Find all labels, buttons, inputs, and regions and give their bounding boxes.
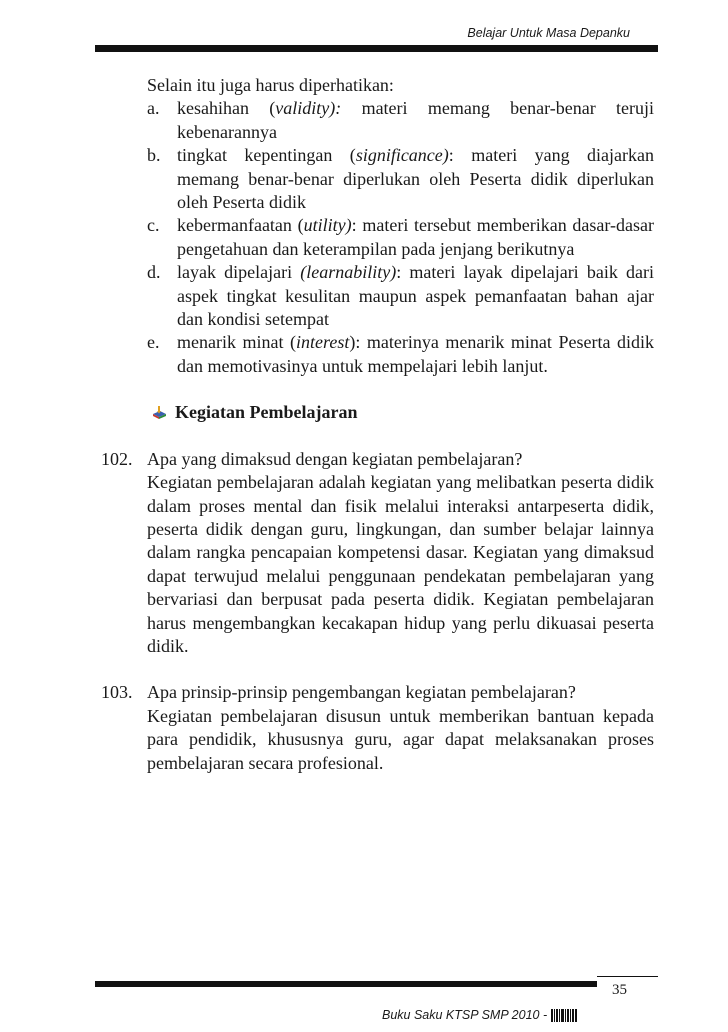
running-footer xyxy=(382,1008,577,1022)
header-rule xyxy=(95,45,658,52)
criteria-item-e: e. menarik minat (interest): materinya menarik minat Peserta didik dan memotivasinya untuk mempelajari lebih lanjut. xyxy=(147,332,654,376)
criteria-item-b: b. tingkat kepentingan (significance): materi yang diajarkan memang benar-benar diperlukan oleh Peserta didik diperlukan oleh Peserta didik xyxy=(147,145,654,213)
question-number: 103. xyxy=(101,682,133,703)
list-marker: c. xyxy=(147,215,160,236)
answer-text: Kegiatan pembelajaran disusun untuk memberikan bantuan kepada para pendidik, khususnya guru, agar dapat melaksanakan proses pembelajaran secara profesional. xyxy=(147,705,654,773)
barcode-icon xyxy=(551,1009,577,1022)
list-marker: e. xyxy=(147,332,160,353)
footer-rule-thin xyxy=(597,976,658,977)
question-text: Apa yang dimaksud dengan kegiatan pembelajaran? xyxy=(147,448,523,469)
criteria-item-c: c. kebermanfaatan (utility): materi tersebut memberikan dasar-dasar pengetahuan dan keterampilan pada jenjang berikutnya xyxy=(147,215,655,259)
criteria-item-d: d. layak dipelajari (learnability): materi layak dipelajari baik dari aspek tingkat kesulitan maupun aspek pemanfaatan bahan ajar dan kondisi setempat xyxy=(147,262,654,330)
section-heading xyxy=(147,401,654,424)
question-number: 102. xyxy=(101,448,133,469)
question-text: Apa prinsip-prinsip pengembangan kegiatan pembelajaran? xyxy=(147,682,576,703)
qa-102 xyxy=(101,448,654,659)
answer-text: Kegiatan pembelajaran adalah kegiatan yang melibatkan peserta didik dalam proses mental dan fisik melalui interaksi antarpeserta didik, peserta didik dengan guru, lingkungan, dan sumber belajar lainnya dalam rangka pencapaian kompetensi dasar. Kegiatan yang dimaksud dapat terwujud melalui penggunaan pendekatan pembelajaran yang bervariasi dan berpusat pada peserta didik. Kegiatan pembelajaran harus mengembangkan kecakapan hidup yang perlu dikuasai peserta didik. xyxy=(147,472,654,656)
section-title: Kegiatan Pembelajaran xyxy=(175,402,358,423)
list-marker: d. xyxy=(147,262,161,283)
criteria-item-a: a. kesahihan (validity): materi memang benar-benar teruji kebenarannya xyxy=(147,98,654,142)
page-content xyxy=(101,74,655,775)
page-number: 35 xyxy=(612,982,627,998)
running-header: Belajar Untuk Masa Depanku xyxy=(467,26,630,40)
footer-rule xyxy=(95,981,597,987)
criteria-intro: Selain itu juga harus diperhatikan: xyxy=(147,75,394,95)
book-icon xyxy=(151,404,167,420)
list-marker: b. xyxy=(147,145,161,166)
book-title: Buku Saku KTSP SMP 2010 - xyxy=(382,1008,548,1022)
qa-103 xyxy=(101,681,654,775)
list-marker: a. xyxy=(147,98,160,119)
